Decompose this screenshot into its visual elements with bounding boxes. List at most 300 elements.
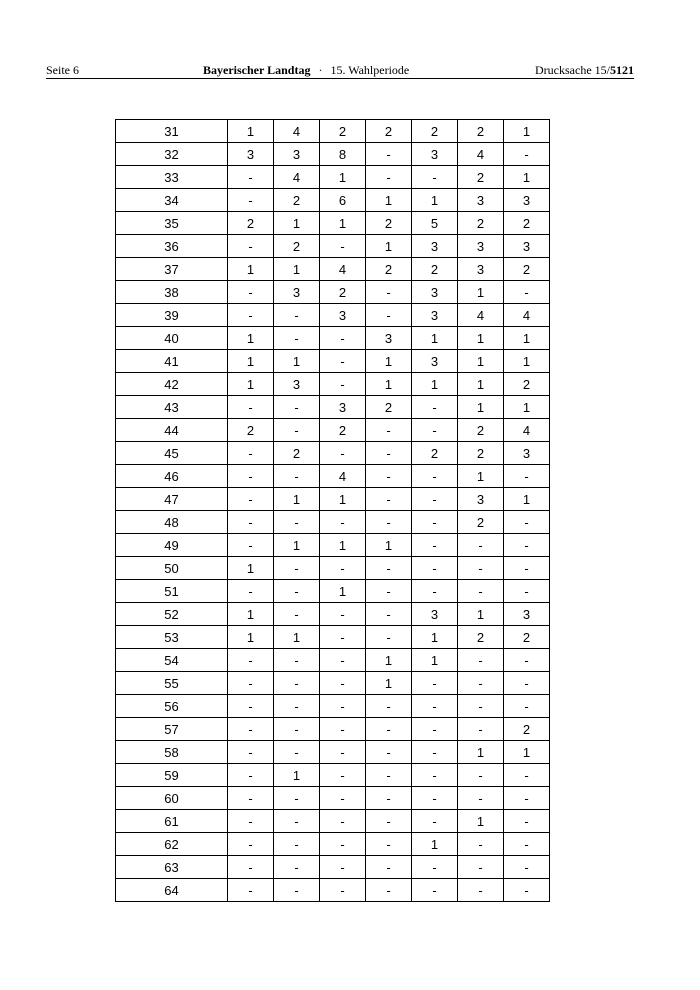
value-cell: - bbox=[228, 718, 274, 741]
value-cell: 4 bbox=[458, 304, 504, 327]
row-number-cell: 32 bbox=[116, 143, 228, 166]
table-row bbox=[116, 856, 550, 879]
value-cell: - bbox=[366, 557, 412, 580]
value-cell: 1 bbox=[412, 833, 458, 856]
row-number-cell: 56 bbox=[116, 695, 228, 718]
value-cell: - bbox=[366, 488, 412, 511]
value-cell: 8 bbox=[320, 143, 366, 166]
table-row bbox=[116, 281, 550, 304]
value-cell: - bbox=[320, 879, 366, 902]
value-cell: 3 bbox=[504, 235, 550, 258]
value-cell: - bbox=[458, 534, 504, 557]
value-cell: 2 bbox=[366, 396, 412, 419]
value-cell: - bbox=[366, 465, 412, 488]
value-cell: - bbox=[320, 327, 366, 350]
value-cell: 1 bbox=[412, 626, 458, 649]
table-row bbox=[116, 465, 550, 488]
row-number-cell: 44 bbox=[116, 419, 228, 442]
value-cell: - bbox=[366, 879, 412, 902]
value-cell: - bbox=[458, 695, 504, 718]
value-cell: - bbox=[228, 810, 274, 833]
value-cell: - bbox=[412, 764, 458, 787]
row-number-cell: 31 bbox=[116, 120, 228, 143]
row-number-cell: 64 bbox=[116, 879, 228, 902]
value-cell: - bbox=[228, 787, 274, 810]
value-cell: 1 bbox=[274, 764, 320, 787]
row-number-cell: 38 bbox=[116, 281, 228, 304]
document-id: 5121 bbox=[610, 63, 634, 77]
row-number-cell: 49 bbox=[116, 534, 228, 557]
value-cell: - bbox=[228, 741, 274, 764]
value-cell: 1 bbox=[504, 327, 550, 350]
value-cell: - bbox=[366, 580, 412, 603]
value-cell: 4 bbox=[458, 143, 504, 166]
table-row bbox=[116, 741, 550, 764]
value-cell: 4 bbox=[504, 419, 550, 442]
value-cell: 1 bbox=[366, 534, 412, 557]
value-cell: 3 bbox=[504, 442, 550, 465]
value-cell: 1 bbox=[504, 396, 550, 419]
value-cell: - bbox=[366, 166, 412, 189]
value-cell: 1 bbox=[458, 396, 504, 419]
value-cell: - bbox=[228, 764, 274, 787]
value-cell: 1 bbox=[504, 350, 550, 373]
value-cell: - bbox=[504, 580, 550, 603]
value-cell: - bbox=[320, 695, 366, 718]
value-cell: - bbox=[366, 741, 412, 764]
value-cell: 3 bbox=[228, 143, 274, 166]
value-cell: 2 bbox=[504, 212, 550, 235]
value-cell: 1 bbox=[504, 120, 550, 143]
value-cell: - bbox=[274, 879, 320, 902]
value-cell: 1 bbox=[228, 373, 274, 396]
value-cell: - bbox=[504, 787, 550, 810]
value-cell: - bbox=[228, 649, 274, 672]
table-row bbox=[116, 672, 550, 695]
value-cell: 1 bbox=[366, 373, 412, 396]
value-cell: - bbox=[320, 557, 366, 580]
value-cell: - bbox=[366, 718, 412, 741]
value-cell: - bbox=[274, 856, 320, 879]
table-row bbox=[116, 603, 550, 626]
value-cell: - bbox=[228, 672, 274, 695]
row-number-cell: 59 bbox=[116, 764, 228, 787]
document-number bbox=[535, 63, 634, 77]
value-cell: - bbox=[274, 419, 320, 442]
value-cell: - bbox=[228, 281, 274, 304]
value-cell: 6 bbox=[320, 189, 366, 212]
table-row bbox=[116, 396, 550, 419]
value-cell: - bbox=[274, 557, 320, 580]
value-cell: 1 bbox=[320, 212, 366, 235]
table-row bbox=[116, 350, 550, 373]
value-cell: - bbox=[228, 396, 274, 419]
value-cell: 3 bbox=[412, 603, 458, 626]
value-cell: 3 bbox=[458, 189, 504, 212]
value-cell: - bbox=[274, 304, 320, 327]
value-cell: 3 bbox=[412, 304, 458, 327]
value-cell: - bbox=[504, 281, 550, 304]
value-cell: - bbox=[320, 764, 366, 787]
row-number-cell: 51 bbox=[116, 580, 228, 603]
value-cell: - bbox=[274, 327, 320, 350]
value-cell: - bbox=[366, 833, 412, 856]
value-cell: - bbox=[412, 695, 458, 718]
header-separator: · bbox=[318, 63, 323, 77]
table-row bbox=[116, 879, 550, 902]
table-row bbox=[116, 833, 550, 856]
value-cell: - bbox=[458, 557, 504, 580]
table-row bbox=[116, 649, 550, 672]
value-cell: - bbox=[366, 143, 412, 166]
value-cell: 1 bbox=[228, 120, 274, 143]
value-cell: 1 bbox=[228, 557, 274, 580]
value-cell: - bbox=[366, 419, 412, 442]
value-cell: 3 bbox=[504, 603, 550, 626]
value-cell: 4 bbox=[320, 465, 366, 488]
value-cell: - bbox=[228, 488, 274, 511]
value-cell: 3 bbox=[274, 281, 320, 304]
value-cell: 1 bbox=[458, 281, 504, 304]
value-cell: - bbox=[412, 787, 458, 810]
value-cell: - bbox=[320, 810, 366, 833]
row-number-cell: 62 bbox=[116, 833, 228, 856]
value-cell: 1 bbox=[504, 488, 550, 511]
value-cell: - bbox=[458, 580, 504, 603]
page-header bbox=[46, 63, 634, 79]
row-number-cell: 60 bbox=[116, 787, 228, 810]
value-cell: 3 bbox=[412, 143, 458, 166]
value-cell: 1 bbox=[458, 603, 504, 626]
value-cell: 3 bbox=[366, 327, 412, 350]
row-number-cell: 52 bbox=[116, 603, 228, 626]
value-cell: 4 bbox=[274, 120, 320, 143]
value-cell: 4 bbox=[504, 304, 550, 327]
value-cell: 2 bbox=[458, 626, 504, 649]
table-row bbox=[116, 557, 550, 580]
value-cell: 1 bbox=[458, 327, 504, 350]
value-cell: - bbox=[320, 833, 366, 856]
value-cell: 2 bbox=[274, 442, 320, 465]
value-cell: - bbox=[274, 603, 320, 626]
value-cell: 1 bbox=[228, 350, 274, 373]
value-cell: - bbox=[366, 695, 412, 718]
value-cell: 1 bbox=[366, 649, 412, 672]
header-title-line bbox=[203, 63, 409, 77]
row-number-cell: 34 bbox=[116, 189, 228, 212]
value-cell: 3 bbox=[504, 189, 550, 212]
value-cell: - bbox=[228, 534, 274, 557]
row-number-cell: 43 bbox=[116, 396, 228, 419]
value-cell: - bbox=[274, 741, 320, 764]
value-cell: - bbox=[412, 488, 458, 511]
value-cell: - bbox=[274, 580, 320, 603]
table-row bbox=[116, 695, 550, 718]
value-cell: - bbox=[228, 511, 274, 534]
table-row bbox=[116, 419, 550, 442]
value-cell: - bbox=[320, 511, 366, 534]
value-cell: - bbox=[228, 442, 274, 465]
value-cell: - bbox=[274, 833, 320, 856]
value-cell: 1 bbox=[366, 672, 412, 695]
data-table bbox=[115, 119, 550, 902]
row-number-cell: 39 bbox=[116, 304, 228, 327]
value-cell: - bbox=[504, 143, 550, 166]
row-number-cell: 61 bbox=[116, 810, 228, 833]
value-cell: - bbox=[412, 511, 458, 534]
table-row bbox=[116, 718, 550, 741]
value-cell: 2 bbox=[320, 419, 366, 442]
value-cell: 3 bbox=[412, 350, 458, 373]
value-cell: - bbox=[228, 235, 274, 258]
value-cell: 1 bbox=[504, 741, 550, 764]
value-cell: - bbox=[412, 166, 458, 189]
table-row bbox=[116, 189, 550, 212]
row-number-cell: 46 bbox=[116, 465, 228, 488]
value-cell: - bbox=[320, 672, 366, 695]
legislative-period: 15. Wahlperiode bbox=[330, 63, 410, 77]
value-cell: - bbox=[320, 235, 366, 258]
value-cell: - bbox=[412, 465, 458, 488]
value-cell: - bbox=[504, 879, 550, 902]
value-cell: 1 bbox=[228, 626, 274, 649]
value-cell: 3 bbox=[320, 304, 366, 327]
value-cell: 2 bbox=[458, 120, 504, 143]
value-cell: - bbox=[504, 695, 550, 718]
value-cell: - bbox=[320, 649, 366, 672]
value-cell: 1 bbox=[320, 580, 366, 603]
table-row bbox=[116, 143, 550, 166]
value-cell: 2 bbox=[366, 258, 412, 281]
table-row bbox=[116, 810, 550, 833]
value-cell: - bbox=[504, 511, 550, 534]
value-cell: - bbox=[504, 557, 550, 580]
value-cell: - bbox=[458, 833, 504, 856]
value-cell: - bbox=[320, 373, 366, 396]
value-cell: 1 bbox=[504, 166, 550, 189]
value-cell: 2 bbox=[458, 166, 504, 189]
table-row bbox=[116, 787, 550, 810]
value-cell: - bbox=[412, 879, 458, 902]
value-cell: 1 bbox=[320, 166, 366, 189]
value-cell: 1 bbox=[228, 327, 274, 350]
row-number-cell: 50 bbox=[116, 557, 228, 580]
value-cell: - bbox=[366, 511, 412, 534]
table-row bbox=[116, 327, 550, 350]
value-cell: - bbox=[228, 304, 274, 327]
value-cell: - bbox=[412, 810, 458, 833]
row-number-cell: 36 bbox=[116, 235, 228, 258]
value-cell: - bbox=[274, 695, 320, 718]
value-cell: 2 bbox=[504, 626, 550, 649]
value-cell: 1 bbox=[412, 649, 458, 672]
value-cell: 2 bbox=[274, 189, 320, 212]
value-cell: 2 bbox=[458, 511, 504, 534]
value-cell: - bbox=[458, 649, 504, 672]
table-row bbox=[116, 258, 550, 281]
value-cell: - bbox=[412, 580, 458, 603]
value-cell: - bbox=[274, 465, 320, 488]
document-prefix: Drucksache 15/ bbox=[535, 63, 610, 77]
value-cell: - bbox=[504, 649, 550, 672]
value-cell: - bbox=[228, 465, 274, 488]
value-cell: - bbox=[274, 672, 320, 695]
value-cell: - bbox=[504, 534, 550, 557]
value-cell: 1 bbox=[274, 626, 320, 649]
table-row bbox=[116, 488, 550, 511]
row-number-cell: 54 bbox=[116, 649, 228, 672]
table-row bbox=[116, 511, 550, 534]
table-row bbox=[116, 235, 550, 258]
value-cell: 4 bbox=[320, 258, 366, 281]
value-cell: - bbox=[228, 856, 274, 879]
page-number: Seite 6 bbox=[46, 63, 79, 77]
value-cell: 1 bbox=[274, 534, 320, 557]
value-cell: 2 bbox=[458, 442, 504, 465]
value-cell: - bbox=[366, 787, 412, 810]
table-row bbox=[116, 373, 550, 396]
header-divider bbox=[46, 78, 634, 79]
value-cell: - bbox=[274, 718, 320, 741]
value-cell: - bbox=[320, 787, 366, 810]
value-cell: - bbox=[458, 856, 504, 879]
value-cell: 2 bbox=[228, 212, 274, 235]
value-cell: - bbox=[504, 672, 550, 695]
value-cell: - bbox=[504, 764, 550, 787]
value-cell: - bbox=[458, 787, 504, 810]
value-cell: - bbox=[228, 166, 274, 189]
value-cell: 1 bbox=[366, 189, 412, 212]
value-cell: - bbox=[458, 764, 504, 787]
table-row bbox=[116, 442, 550, 465]
value-cell: 1 bbox=[228, 603, 274, 626]
row-number-cell: 48 bbox=[116, 511, 228, 534]
value-cell: 2 bbox=[458, 419, 504, 442]
value-cell: 2 bbox=[366, 120, 412, 143]
table-row bbox=[116, 304, 550, 327]
value-cell: - bbox=[320, 603, 366, 626]
row-number-cell: 40 bbox=[116, 327, 228, 350]
table-row bbox=[116, 626, 550, 649]
value-cell: 2 bbox=[274, 235, 320, 258]
table-row bbox=[116, 534, 550, 557]
value-cell: - bbox=[504, 810, 550, 833]
row-number-cell: 57 bbox=[116, 718, 228, 741]
table-row bbox=[116, 212, 550, 235]
value-cell: - bbox=[366, 856, 412, 879]
value-cell: - bbox=[458, 672, 504, 695]
value-cell: 2 bbox=[320, 281, 366, 304]
value-cell: - bbox=[366, 764, 412, 787]
value-cell: - bbox=[504, 465, 550, 488]
value-cell: - bbox=[458, 879, 504, 902]
value-cell: - bbox=[228, 695, 274, 718]
table-row bbox=[116, 166, 550, 189]
value-cell: 1 bbox=[412, 327, 458, 350]
value-cell: 1 bbox=[458, 741, 504, 764]
value-cell: - bbox=[412, 419, 458, 442]
value-cell: 2 bbox=[412, 258, 458, 281]
row-number-cell: 42 bbox=[116, 373, 228, 396]
value-cell: - bbox=[366, 281, 412, 304]
value-cell: - bbox=[412, 534, 458, 557]
value-cell: 1 bbox=[366, 235, 412, 258]
value-cell: 2 bbox=[504, 258, 550, 281]
value-cell: - bbox=[320, 856, 366, 879]
value-cell: - bbox=[228, 879, 274, 902]
value-cell: 1 bbox=[274, 258, 320, 281]
value-cell: - bbox=[320, 626, 366, 649]
value-cell: - bbox=[320, 741, 366, 764]
value-cell: - bbox=[366, 442, 412, 465]
value-cell: 2 bbox=[366, 212, 412, 235]
value-cell: - bbox=[274, 396, 320, 419]
value-cell: 2 bbox=[504, 373, 550, 396]
value-cell: 1 bbox=[320, 488, 366, 511]
value-cell: - bbox=[458, 718, 504, 741]
value-cell: - bbox=[228, 580, 274, 603]
value-cell: 1 bbox=[458, 465, 504, 488]
value-cell: - bbox=[274, 511, 320, 534]
value-cell: 3 bbox=[274, 373, 320, 396]
value-cell: - bbox=[366, 603, 412, 626]
value-cell: 2 bbox=[412, 442, 458, 465]
value-cell: 3 bbox=[458, 258, 504, 281]
value-cell: 1 bbox=[366, 350, 412, 373]
value-cell: - bbox=[412, 396, 458, 419]
row-number-cell: 33 bbox=[116, 166, 228, 189]
value-cell: 3 bbox=[458, 488, 504, 511]
value-cell: 2 bbox=[320, 120, 366, 143]
value-cell: - bbox=[366, 626, 412, 649]
value-cell: - bbox=[412, 856, 458, 879]
table-row bbox=[116, 764, 550, 787]
table-body bbox=[116, 120, 550, 902]
value-cell: 1 bbox=[228, 258, 274, 281]
row-number-cell: 53 bbox=[116, 626, 228, 649]
value-cell: - bbox=[504, 856, 550, 879]
value-cell: 3 bbox=[274, 143, 320, 166]
value-cell: 3 bbox=[412, 281, 458, 304]
value-cell: 2 bbox=[412, 120, 458, 143]
value-cell: 1 bbox=[320, 534, 366, 557]
row-number-cell: 63 bbox=[116, 856, 228, 879]
row-number-cell: 35 bbox=[116, 212, 228, 235]
value-cell: - bbox=[320, 718, 366, 741]
value-cell: - bbox=[366, 810, 412, 833]
value-cell: 2 bbox=[228, 419, 274, 442]
row-number-cell: 58 bbox=[116, 741, 228, 764]
value-cell: - bbox=[412, 672, 458, 695]
value-cell: 3 bbox=[458, 235, 504, 258]
row-number-cell: 37 bbox=[116, 258, 228, 281]
value-cell: 3 bbox=[412, 235, 458, 258]
table-row bbox=[116, 580, 550, 603]
value-cell: - bbox=[274, 649, 320, 672]
value-cell: 1 bbox=[412, 373, 458, 396]
value-cell: - bbox=[228, 833, 274, 856]
value-cell: - bbox=[504, 833, 550, 856]
value-cell: - bbox=[320, 350, 366, 373]
value-cell: 1 bbox=[458, 373, 504, 396]
value-cell: 3 bbox=[320, 396, 366, 419]
value-cell: 1 bbox=[458, 350, 504, 373]
value-cell: 5 bbox=[412, 212, 458, 235]
value-cell: 1 bbox=[412, 189, 458, 212]
value-cell: - bbox=[274, 787, 320, 810]
value-cell: 1 bbox=[274, 488, 320, 511]
row-number-cell: 41 bbox=[116, 350, 228, 373]
